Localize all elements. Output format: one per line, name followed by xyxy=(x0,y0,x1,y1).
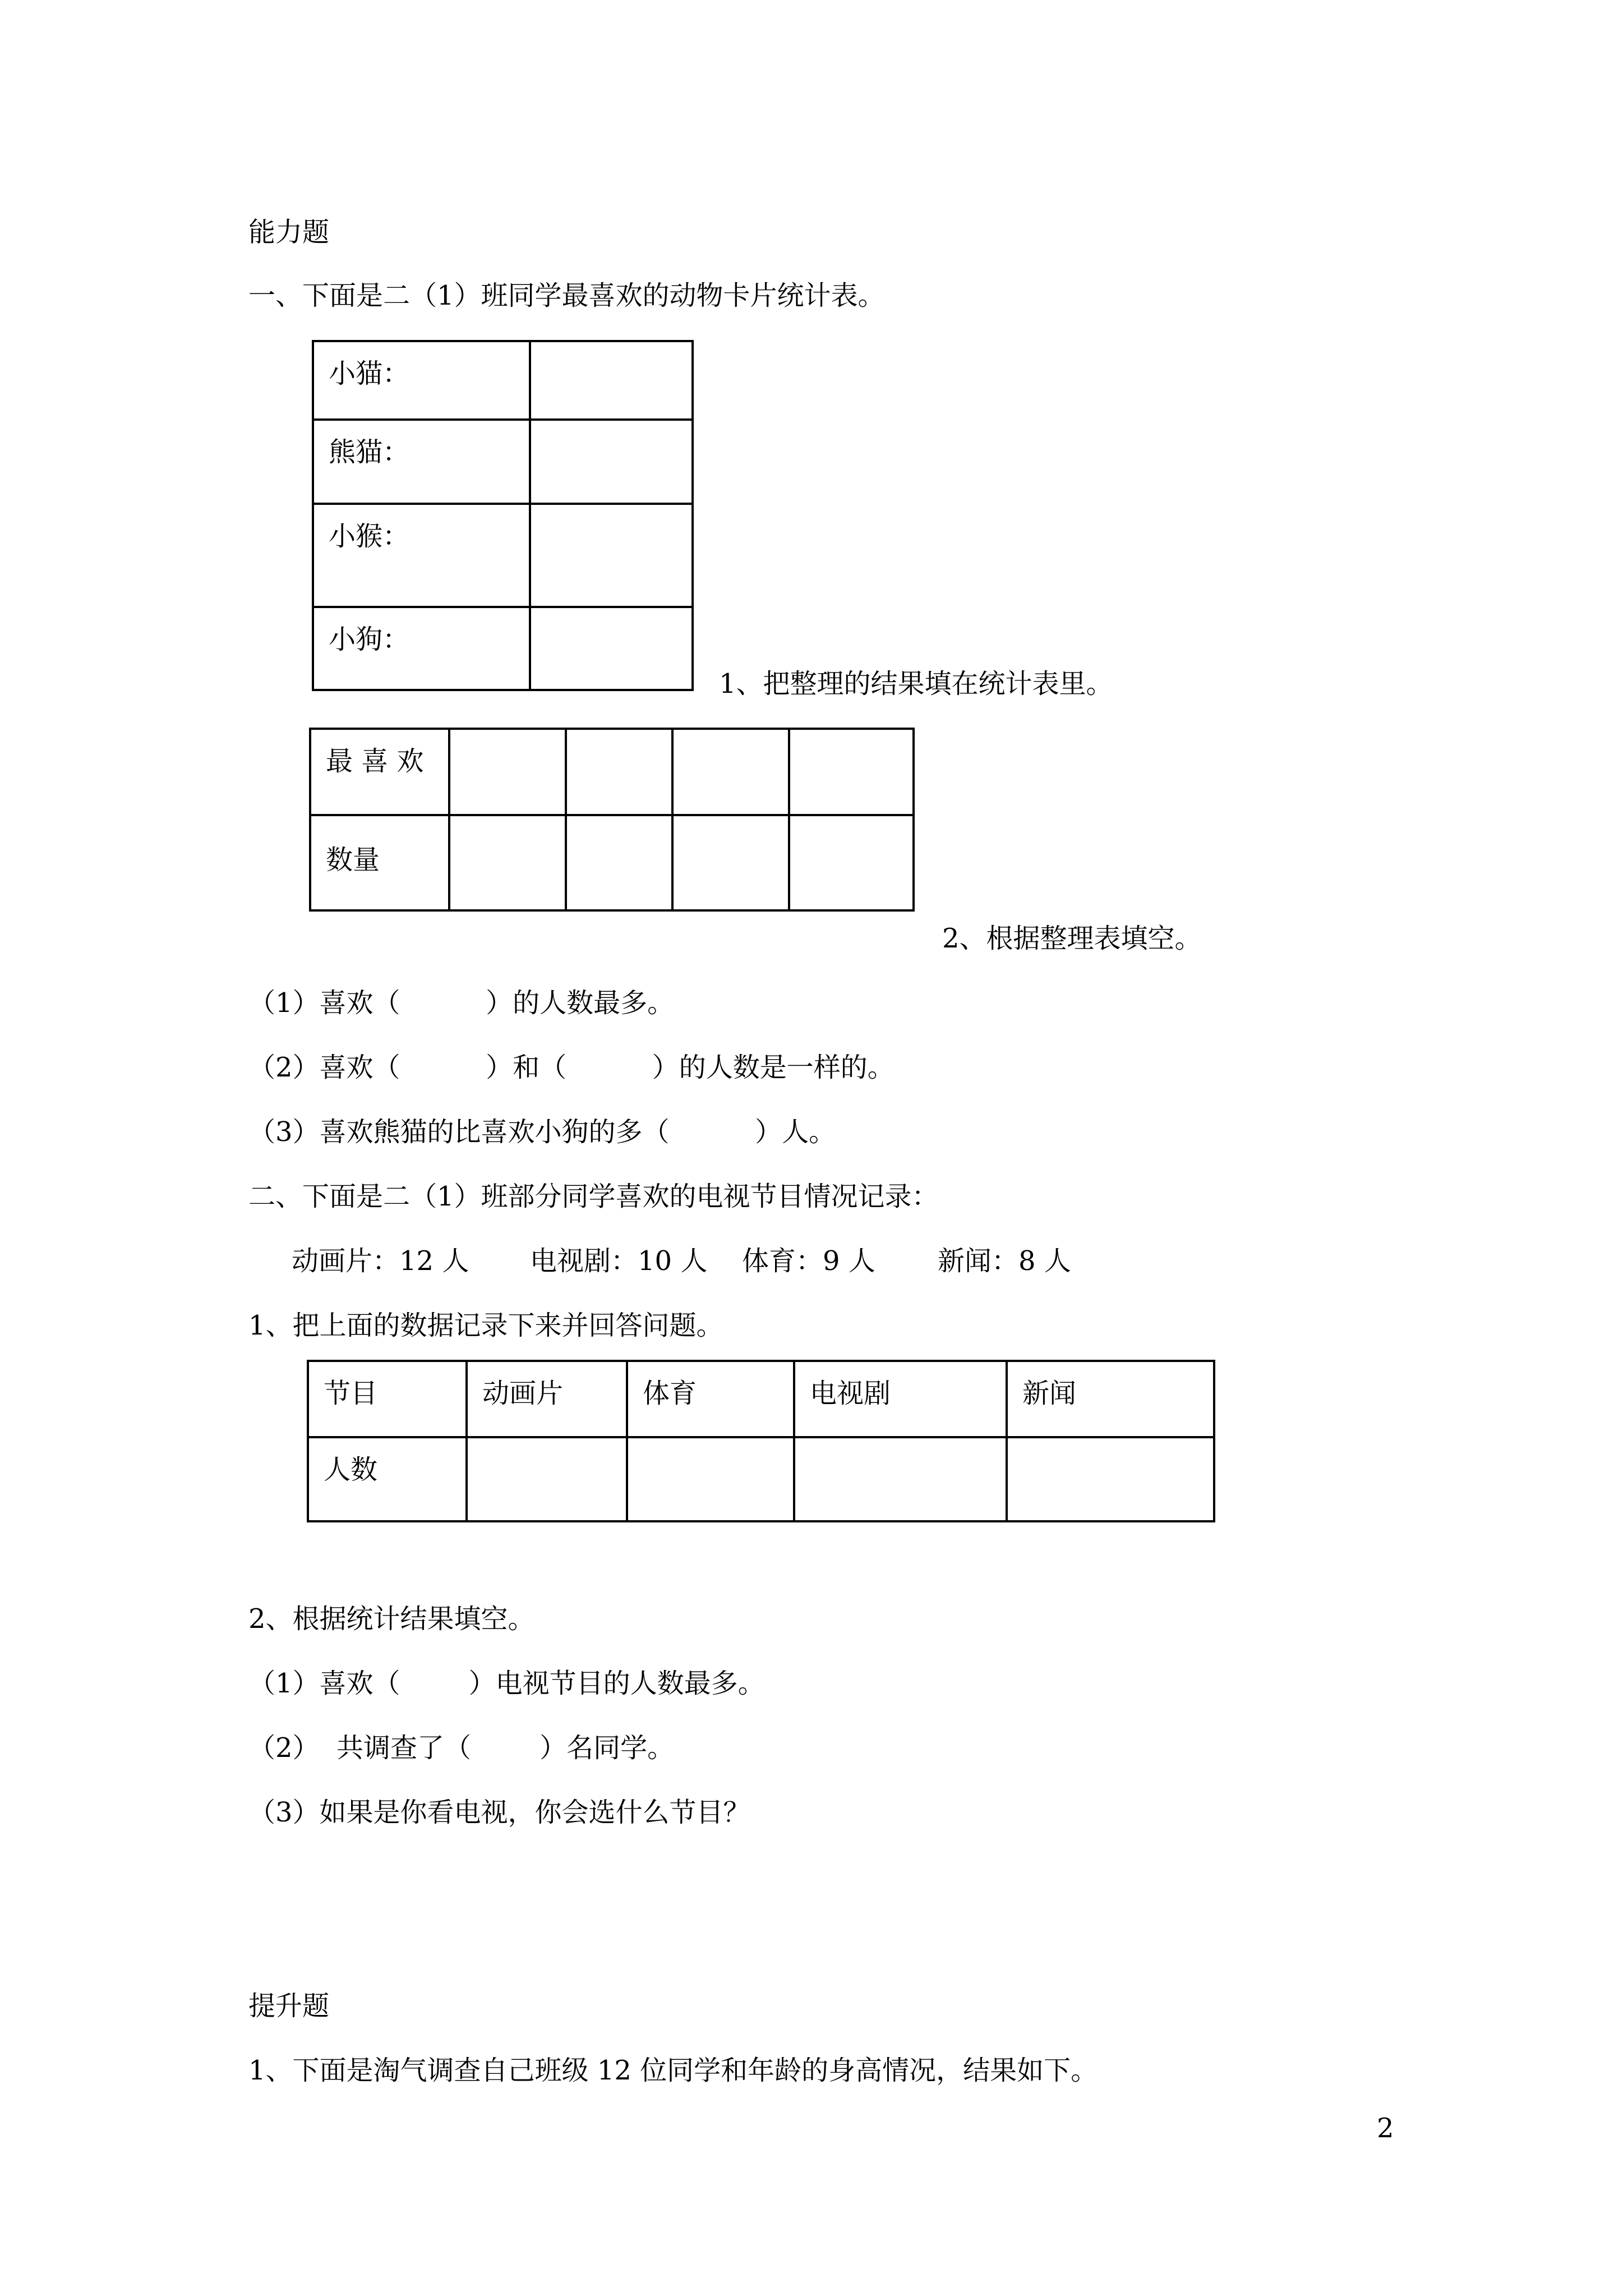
row-label-cell xyxy=(308,1437,467,1521)
header-program: 节目 xyxy=(324,1378,378,1409)
question-1-sub-2: 2、根据整理表填空。 xyxy=(942,923,1202,954)
question-3-intro: 1、下面是淘气调查自己班级 12 位同学和年龄的身高情况，结果如下。 xyxy=(248,2055,1098,2086)
record-drama: 电视剧：10 人 xyxy=(530,1245,708,1277)
record-cartoon: 动画片：12 人 xyxy=(292,1245,469,1277)
animal-card-cell xyxy=(530,420,693,504)
header-drama: 电视剧 xyxy=(810,1378,891,1409)
animal-label: 小猴： xyxy=(329,521,410,552)
row-label-count: 数量 xyxy=(326,844,380,876)
page-number: 2 xyxy=(1377,2113,1394,2144)
header-cell xyxy=(308,1361,467,1437)
answer-cell[interactable] xyxy=(566,815,672,910)
question-2-sub-1: 1、把上面的数据记录下来并回答问题。 xyxy=(248,1310,723,1341)
heading-ability: 能力题 xyxy=(248,217,330,248)
fill-blank-1-3: （3）喜欢熊猫的比喜欢小狗的多（ ）人。 xyxy=(248,1116,836,1148)
animal-label: 熊猫： xyxy=(329,436,410,468)
answer-cell[interactable] xyxy=(467,1437,627,1521)
row-label-cell xyxy=(310,815,449,910)
header-cell xyxy=(1007,1361,1214,1437)
record-sports: 体育：9 人 xyxy=(742,1245,875,1277)
header-cell xyxy=(467,1361,627,1437)
fill-blank-2-2: （2） 共调查了（ ）名同学。 xyxy=(248,1732,675,1764)
answer-cell[interactable] xyxy=(789,729,914,815)
answer-cell[interactable] xyxy=(627,1437,794,1521)
question-2-intro: 二、下面是二（1）班部分同学喜欢的电视节目情况记录： xyxy=(248,1181,939,1212)
fill-blank-2-1: （1）喜欢（ ）电视节目的人数最多。 xyxy=(248,1668,765,1699)
animal-label-cell xyxy=(313,607,530,690)
answer-cell[interactable] xyxy=(794,1437,1007,1521)
question-2-sub-2: 2、根据统计结果填空。 xyxy=(248,1603,535,1635)
answer-cell[interactable] xyxy=(449,815,566,910)
heading-advanced: 提升题 xyxy=(248,1990,330,2022)
question-1-intro: 一、下面是二（1）班同学最喜欢的动物卡片统计表。 xyxy=(248,280,885,311)
animal-label: 小猫： xyxy=(329,358,410,389)
animal-card-cell xyxy=(530,504,693,607)
answer-cell[interactable] xyxy=(449,729,566,815)
header-cartoon: 动画片 xyxy=(482,1378,564,1409)
answer-cell[interactable] xyxy=(566,729,672,815)
header-cell xyxy=(627,1361,794,1437)
header-news: 新闻 xyxy=(1022,1378,1077,1409)
row-label-favorite: 最 喜 欢 xyxy=(326,746,424,777)
animal-card-table xyxy=(312,340,694,691)
fill-blank-1-1: （1）喜欢（ ）的人数最多。 xyxy=(248,987,675,1019)
fill-blank-2-3: （3）如果是你看电视，你会选什么节目？ xyxy=(248,1797,750,1828)
header-sports: 体育 xyxy=(643,1378,697,1409)
question-1-sub-1: 1、把整理的结果填在统计表里。 xyxy=(719,668,1113,700)
row-label-cell xyxy=(310,729,449,815)
tv-program-table xyxy=(307,1360,1215,1522)
animal-card-cell xyxy=(530,607,693,690)
answer-cell[interactable] xyxy=(1007,1437,1214,1521)
record-news: 新闻：8 人 xyxy=(938,1245,1071,1277)
animal-label-cell xyxy=(313,341,530,420)
fill-blank-1-2: （2）喜欢（ ）和（ ）的人数是一样的。 xyxy=(248,1052,895,1083)
answer-cell[interactable] xyxy=(672,729,789,815)
answer-cell[interactable] xyxy=(672,815,789,910)
answer-cell[interactable] xyxy=(789,815,914,910)
animal-label: 小狗： xyxy=(329,624,410,655)
row-label-people: 人数 xyxy=(324,1454,378,1485)
animal-label-cell xyxy=(313,420,530,504)
animal-card-cell xyxy=(530,341,693,420)
animal-label-cell xyxy=(313,504,530,607)
header-cell xyxy=(794,1361,1007,1437)
favorite-tally-table xyxy=(309,728,915,912)
